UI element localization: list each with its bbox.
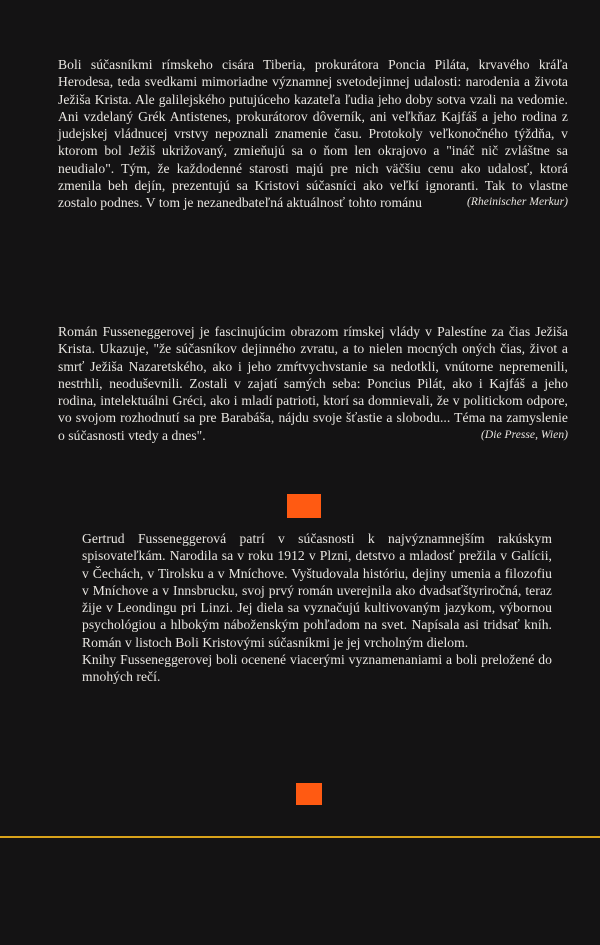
bio-paragraph: Knihy Fusseneggerovej boli ocenené viacerými vyznamenaniami a boli preložené do mnohých rečí. [82, 652, 552, 685]
orange-square-ornament [287, 494, 321, 518]
yellow-divider-line [0, 836, 600, 838]
review-text: Boli súčasníkmi rímskeho cisára Tiberia, prokurátora Poncia Piláta, krvavého kráľa Herodesa, teda svedkami mimoriadne významnej svetodejinnej udalosti: narodenia a života Ježiša Krista. Ale galilejského putujúceho kazateľa ľudia jeho doby sotva vzali na vedomie. Ani vzdelaný Grék Antistenes, prokurátorov dôverník, ani veľkňaz Kajfáš a jeho rodina z judejskej vládnucej vrstvy nepoznali znamenie času. Protokoly veľkonočného týždňa, v ktorom bol Ježiš ukrižovaný, zmieňujú sa o ňom len okrajovo a "ináč nič zvláštne sa neudialo". Tým, že každodenné starosti majú pre nich väčšiu cenu ako udalosť, ktorá zmenila beh dejín, prezentujú sa Kristovi súčasníci ako veľkí ignoranti. Tak to vlastne zostalo podnes. V tom je nezanedbateľná aktuálnosť tohto románu [58, 57, 568, 211]
review-blurb-2 [58, 323, 568, 444]
review-source: (Die Presse, Wien) [480, 428, 568, 441]
orange-square-ornament [296, 783, 322, 805]
author-bio [82, 530, 552, 686]
review-source: (Rheinischer Merkur) [467, 196, 568, 209]
bio-paragraph: Gertrud Fusseneggerová patrí v súčasnosti k najvýznamnejším rakúskym spisovateľkám. Narodila sa v roku 1912 v Plzni, detstvo a mladosť prežila v Galícii, v Čechách, v Tirolsku a v Mníchove. Vyštudovala históriu, dejiny umenia a filozofiu v Mníchove a v Innsbrucku, svoj prvý román uverejnila ako dvadsaťštyriročná, teraz žije v Leondingu pri Linzi. Jej diela sa vyznačujú kultivovaným jazykom, výbornou psychológiou a hlbokým náboženským pohľadom na svet. Napísala asi tridsať kníh. Román v listoch Boli Kristovými súčasníkmi je jej vrcholným dielom. [82, 531, 552, 650]
review-blurb-1 [58, 56, 568, 212]
review-text: Román Fusseneggerovej je fascinujúcim obrazom rímskej vlády v Palestíne za čias Ježiša Krista. Ukazuje, "že súčasníkov dejinného zvratu, a to nielen mocných oných čias, život a smrť Ježiša Nazaretského, ako i jeho zmŕtvychvstanie sa nedotkli, vnútorne nepremenili, nestrhli, neoduševnili. Zostali v zajatí samých seba: Poncius Pilát, ako i Kajfáš a jeho rodina, intelektuálni Gréci, ako i mladí patrioti, ktorí sa domnievali, že v politickom odpore, vo svojom rozhodnutí sa pre Barabáša, nájdu svoje šťastie a slobodu... Téma na zamyslenie o súčasnosti vtedy a dnes". [58, 324, 568, 443]
